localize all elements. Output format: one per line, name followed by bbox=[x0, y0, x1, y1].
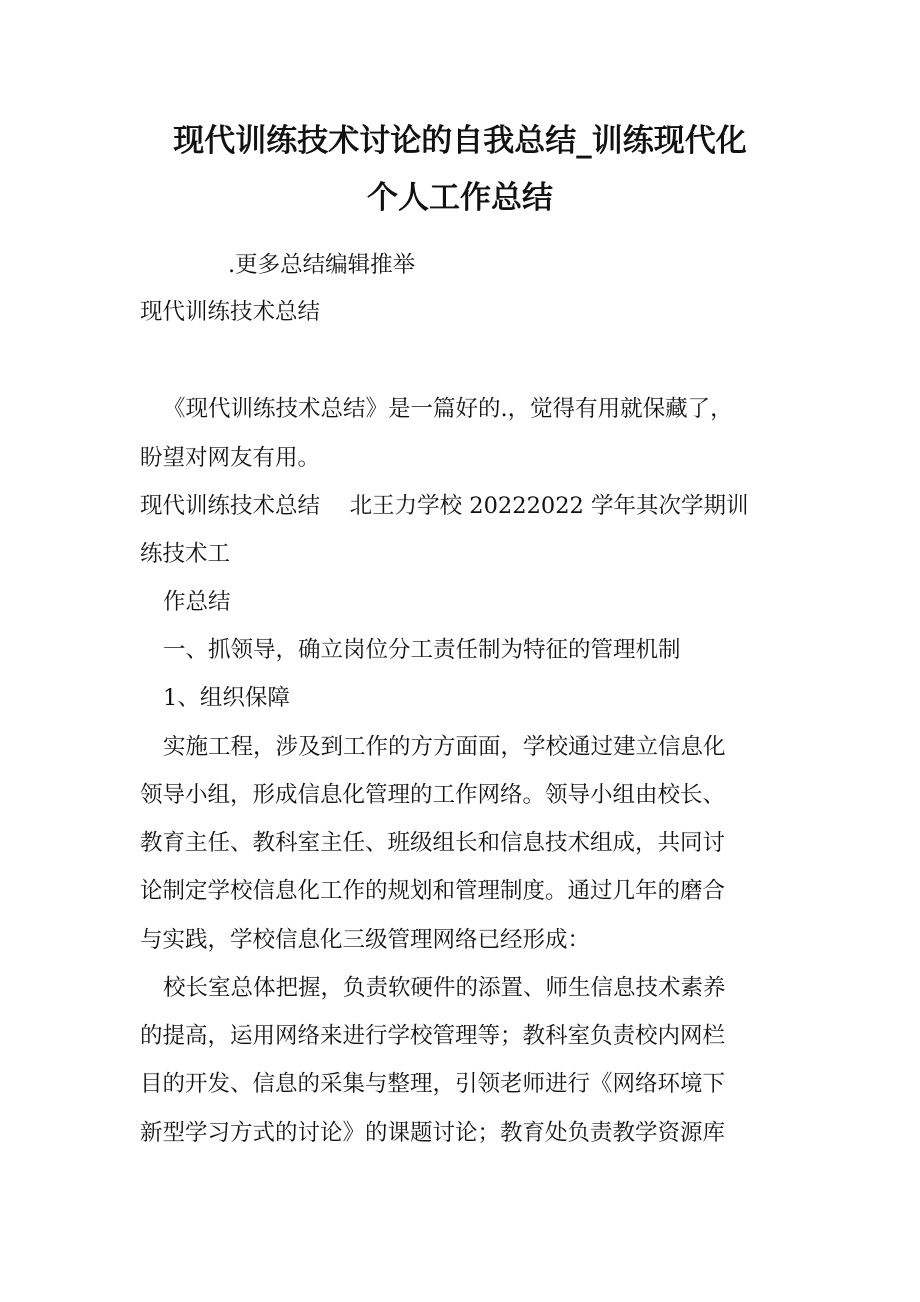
body-line: 与实践，学校信息化三级管理网络已经形成： bbox=[140, 927, 591, 953]
body-line: 练技术工 bbox=[140, 541, 231, 567]
body-line: 实施工程，涉及到工作的方方面面，学校通过建立信息化 bbox=[163, 734, 726, 760]
body-line: 《现代训练技术总结》是一篇好的.，觉得有用就保藏了， bbox=[163, 396, 733, 422]
body-line: 目的开发、信息的采集与整理，引领老师进行《网络环境下 bbox=[140, 1071, 726, 1097]
body-line: 作总结 bbox=[163, 589, 231, 615]
body-line: 的提高，运用网络来进行学校管理等；教科室负责校内网栏 bbox=[140, 1023, 726, 1049]
body-line: 新型学习方式的讨论》的课题讨论；教育处负责教学资源库 bbox=[140, 1120, 726, 1146]
body-line: 校长室总体把握，负责软硬件的添置、师生信息技术素养 bbox=[163, 975, 726, 1001]
body-line: 论制定学校信息化工作的规划和管理制度。通过几年的磨合 bbox=[140, 878, 726, 904]
subheading: 现代训练技术总结 bbox=[140, 299, 321, 325]
recommend-link[interactable]: .更多总结编辑推举 bbox=[228, 252, 416, 278]
body-line: 领导小组，形成信息化管理的工作网络。领导小组由校长、 bbox=[140, 782, 726, 808]
document-title-line-2: 个人工作总结 bbox=[367, 180, 553, 216]
body-line: 盼望对网友有用。 bbox=[140, 445, 321, 471]
section-subheading: 1、组织保障 bbox=[163, 685, 290, 711]
document-title-line-1: 现代训练技术讨论的自我总结_训练现代化 bbox=[173, 123, 747, 159]
section-heading: 一、抓领导，确立岗位分工责任制为特征的管理机制 bbox=[163, 637, 681, 663]
body-line: 教育主任、教科室主任、班级组长和信息技术组成，共同讨 bbox=[140, 830, 726, 856]
body-line: 现代训练技术总结 北王力学校 20222022 学年其次学期训 bbox=[140, 493, 749, 519]
